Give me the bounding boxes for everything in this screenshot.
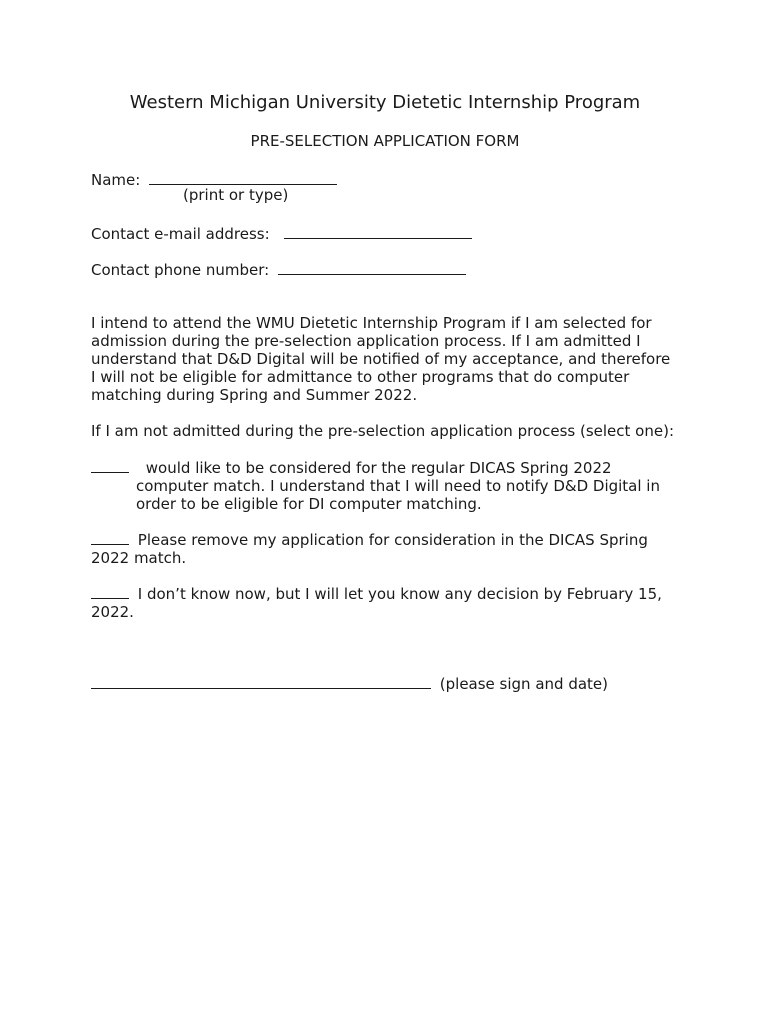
option-regular-match (91, 458, 691, 513)
email-field[interactable] (284, 224, 472, 239)
name-field[interactable] (149, 170, 337, 185)
option-line: Please remove my application for consideration in the DICAS Spring (137, 531, 648, 549)
intent-line: matching during Spring and Summer 2022. (91, 386, 418, 404)
option-line: I don’t know now, but I will let you know any decision by February 15, (137, 585, 662, 603)
option-undecided (91, 584, 691, 621)
phone-label: Contact phone number: (91, 261, 270, 279)
form-subtitle: PRE-SELECTION APPLICATION FORM (250, 132, 520, 150)
name-label: Name: (91, 171, 141, 189)
intent-line: I will not be eligible for admittance to other programs that do computer (91, 368, 630, 386)
intent-paragraph (91, 314, 691, 404)
not-admitted-prompt: If I am not admitted during the pre-selection application process (select one): (91, 422, 675, 440)
intent-line: I intend to attend the WMU Dietetic Internship Program if I am selected for (91, 314, 652, 332)
name-note: (print or type) (183, 186, 289, 204)
email-row (91, 224, 472, 243)
option-line: order to be eligible for DI computer matching. (136, 495, 482, 513)
option-line: computer match. I understand that I will need to notify D&D Digital in (136, 477, 660, 495)
option-undecided-checkbox[interactable] (91, 584, 129, 599)
option-remove-application (91, 530, 691, 567)
option-line: would like to be considered for the regular DICAS Spring 2022 (145, 459, 612, 477)
option-remove-application-checkbox[interactable] (91, 530, 129, 545)
signature-field[interactable] (91, 674, 431, 689)
option-line: 2022 match. (91, 549, 187, 567)
email-label: Contact e-mail address: (91, 225, 270, 243)
intent-line: understand that D&D Digital will be notified of my acceptance, and therefore (91, 350, 671, 368)
intent-line: admission during the pre-selection application process. If I am admitted I (91, 332, 641, 350)
phone-row (91, 260, 466, 279)
page-title: Western Michigan University Dietetic Internship Program (129, 92, 641, 113)
option-line: 2022. (91, 603, 134, 621)
signature-row (91, 674, 608, 693)
signature-note: (please sign and date) (439, 675, 608, 693)
option-regular-match-checkbox[interactable] (91, 458, 129, 473)
phone-field[interactable] (278, 260, 466, 275)
